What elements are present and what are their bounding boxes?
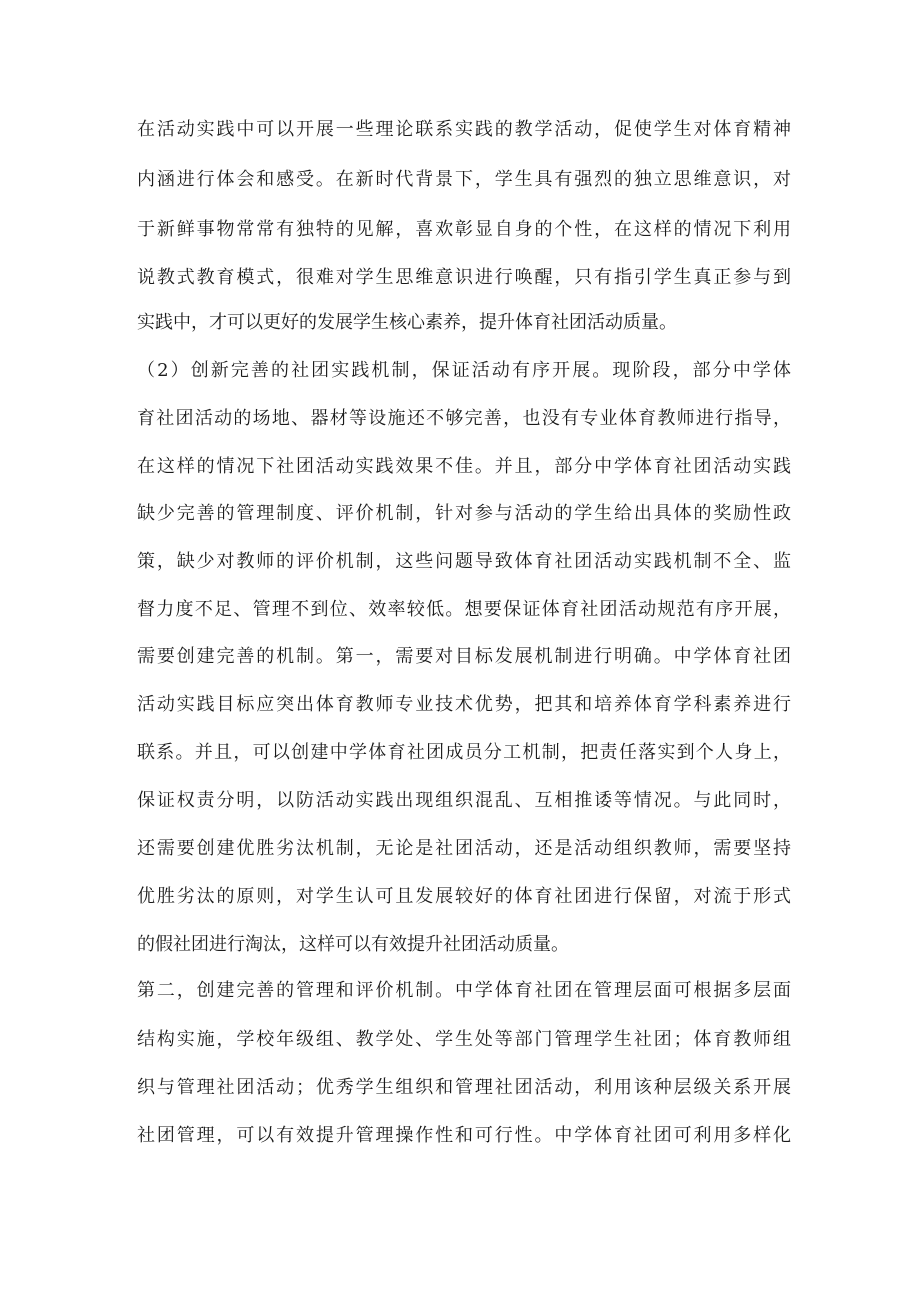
- text-line: 在这样的情况下社团活动实践效果不佳。并且，部分中学体育社团活动实践: [137, 456, 791, 477]
- text-line: 在活动实践中可以开展一些理论联系实践的教学活动，促使学生对体育精神: [137, 119, 791, 140]
- text-line: 第二，创建完善的管理和评价机制。中学体育社团在管理层面可根据多层面: [137, 980, 791, 1001]
- text-line: 活动实践目标应突出体育教师专业技术优势，把其和培养体育学科素养进行: [137, 694, 791, 715]
- text-line: 督力度不足、管理不到位、效率较低。想要保证体育社团活动规范有序开展，: [137, 599, 791, 620]
- text-line: 内涵进行体会和感受。在新时代背景下，学生具有强烈的独立思维意识，对: [137, 169, 791, 190]
- text-line: 需要创建完善的机制。第一，需要对目标发展机制进行明确。中学体育社团: [137, 646, 791, 667]
- text-line: 联系。并且，可以创建中学体育社团成员分工机制，把责任落实到个人身上，: [137, 742, 791, 763]
- text-line: 育社团活动的场地、器材等设施还不够完善，也没有专业体育教师进行指导，: [137, 408, 791, 429]
- text-line: 保证权责分明，以防活动实践出现组织混乱、互相推诿等情况。与此同时，: [137, 790, 791, 811]
- text-line: 的假社团进行淘汰，这样可以有效提升社团活动质量。: [137, 934, 569, 955]
- text-line: 还需要创建优胜劣汰机制，无论是社团活动，还是活动组织教师，需要坚持: [137, 838, 791, 859]
- text-line: 优胜劣汰的原则，对学生认可且发展较好的体育社团进行保留，对流于形式: [137, 886, 791, 907]
- text-line: 说教式教育模式，很难对学生思维意识进行唤醒，只有指引学生真正参与到: [137, 267, 791, 288]
- text-line: 实践中，才可以更好的发展学生核心素养，提升体育社团活动质量。: [137, 312, 677, 333]
- text-line: 策，缺少对教师的评价机制，这些问题导致体育社团活动实践机制不全、监: [137, 551, 791, 572]
- text-line: 于新鲜事物常常有独特的见解，喜欢彰显自身的个性，在这样的情况下利用: [137, 219, 791, 240]
- text-line: 缺少完善的管理制度、评价机制，针对参与活动的学生给出具体的奖励性政: [137, 503, 791, 524]
- text-line: 社团管理，可以有效提升管理操作性和可行性。中学体育社团可利用多样化: [137, 1125, 791, 1146]
- text-line: 织与管理社团活动；优秀学生组织和管理社团活动，利用该种层级关系开展: [137, 1077, 791, 1098]
- text-line: （2）创新完善的社团实践机制，保证活动有序开展。现阶段，部分中学体: [137, 360, 791, 381]
- text-line: 结构实施，学校年级组、教学处、学生处等部门管理学生社团；体育教师组: [137, 1029, 791, 1050]
